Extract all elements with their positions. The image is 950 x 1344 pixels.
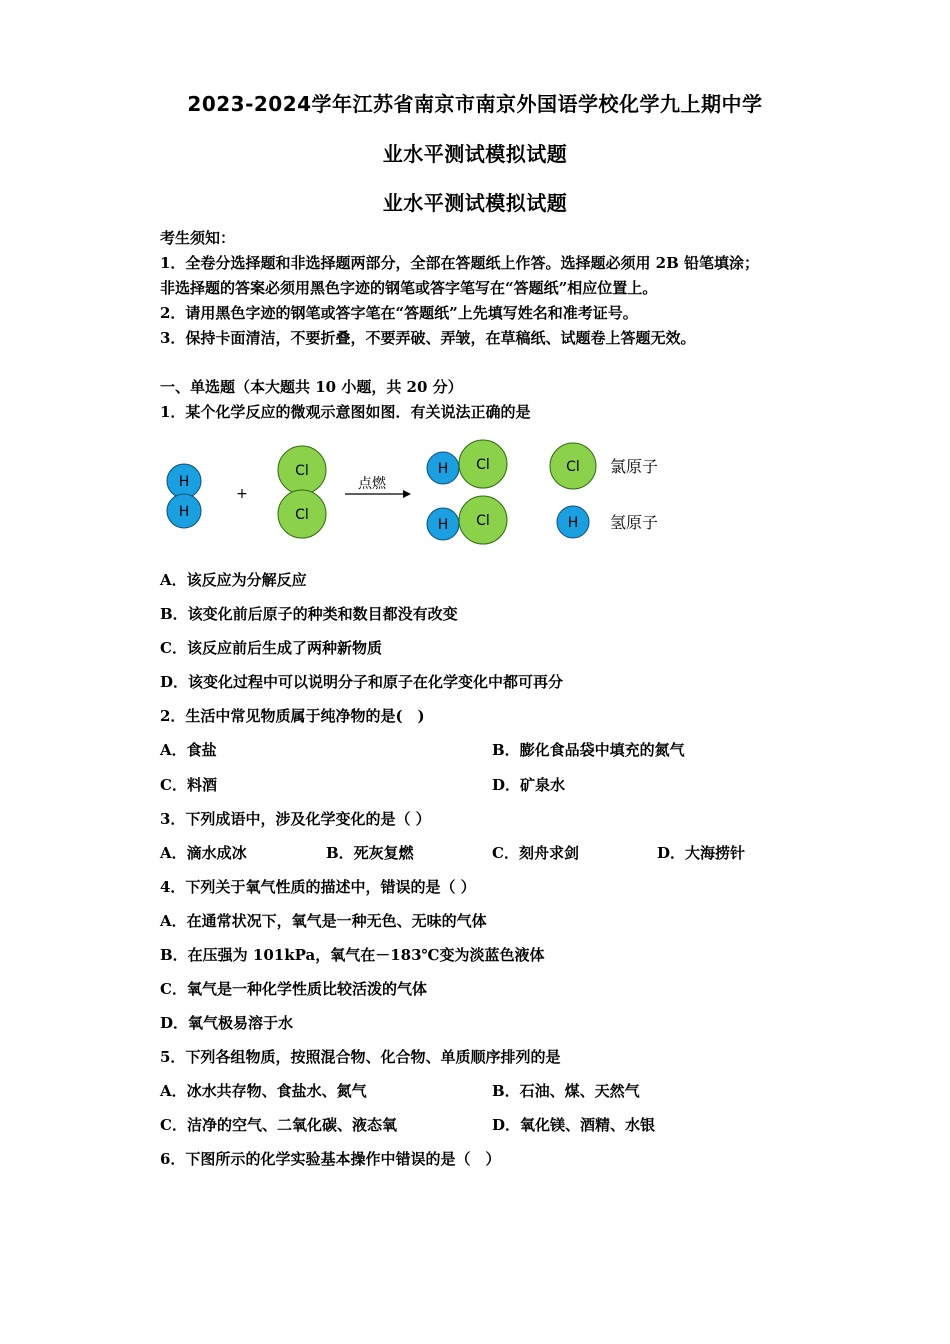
atom-label: Cl (295, 463, 309, 479)
q3-option-b: B．死灰复燃 (326, 844, 414, 862)
atom-label: H (437, 517, 449, 533)
q2-option-b: B．膨化食品袋中填充的氮气 (492, 741, 685, 759)
q3-option-c: C．刻舟求剑 (492, 844, 579, 862)
atom-label: Cl (566, 459, 580, 475)
reaction-diagram (160, 438, 680, 548)
q4-option-b: B．在压强为 101kPa，氧气在－183℃变为淡蓝色液体 (160, 946, 545, 964)
page-title-line3: 业水平测试模拟试题 (382, 191, 568, 215)
q6-stem: 6．下图所示的化学实验基本操作中错误的是（ ） (160, 1150, 501, 1168)
h2-molecule (167, 464, 201, 528)
legend-chlorine (550, 443, 658, 489)
q5-option-d: D．氧化镁、酒精、水银 (492, 1116, 656, 1134)
q5-option-c: C．洁净的空气、二氧化碳、液态氧 (160, 1116, 397, 1134)
q5-stem: 5．下列各组物质，按照混合物、化合物、单质顺序排列的是 (160, 1048, 561, 1066)
q1-option-c: C．该反应前后生成了两种新物质 (160, 639, 382, 657)
notice-item-1b: 非选择题的答案必须用黑色字迹的钢笔或答字笔写在“答题纸”相应位置上。 (160, 279, 658, 297)
q3-option-a: A．滴水成冰 (160, 844, 247, 862)
atom-label: H (178, 474, 190, 490)
reaction-condition: 点燃 (358, 476, 386, 492)
atom-label: H (437, 461, 449, 477)
q4-option-c: C．氧气是一种化学性质比较活泼的气体 (160, 980, 427, 998)
notice-item-2: 2．请用黑色字迹的钢笔或答字笔在“答题纸”上先填写姓名和准考证号。 (160, 304, 638, 322)
q2-stem: 2．生活中常见物质属于纯净物的是( ) (160, 707, 425, 725)
legend-hydrogen (557, 506, 658, 538)
plus-sign: + (236, 486, 248, 502)
q5-option-b: B．石油、煤、天然气 (492, 1082, 640, 1100)
q4-option-d: D．氧气极易溶于水 (160, 1014, 294, 1032)
q1-stem: 1．某个化学反应的微观示意图如图．有关说法正确的是 (160, 403, 531, 421)
hcl-molecule (427, 440, 507, 488)
q2-option-d: D．矿泉水 (492, 776, 566, 794)
q2-option-c: C．料酒 (160, 776, 217, 794)
page-title-line1: 2023-2024学年江苏省南京市南京外国语学校化学九上期中学 (187, 92, 763, 116)
notice-heading: 考生须知： (160, 229, 236, 247)
q1-option-b: B．该变化前后原子的种类和数目都没有改变 (160, 605, 458, 623)
atom-label: Cl (476, 457, 490, 473)
q3-stem: 3．下列成语中，涉及化学变化的是（ ） (160, 810, 431, 828)
q3-option-d: D．大海捞针 (657, 844, 746, 862)
q5-option-a: A．冰水共存物、食盐水、氮气 (160, 1082, 367, 1100)
atom-label: H (178, 504, 190, 520)
section-heading: 一、单选题（本大题共 10 小题，共 20 分） (160, 378, 463, 396)
atom-label: Cl (476, 513, 490, 529)
q4-option-a: A．在通常状况下，氧气是一种无色、无味的气体 (160, 912, 487, 930)
notice-item-3: 3．保持卡面清洁，不要折叠，不要弄破、弄皱，在草稿纸、试题卷上答题无效。 (160, 329, 696, 347)
hcl-molecule (427, 496, 507, 544)
cl2-molecule (278, 446, 326, 538)
q4-stem: 4．下列关于氧气性质的描述中，错误的是（ ） (160, 878, 476, 896)
legend-label-hydrogen: 氢原子 (610, 513, 659, 532)
q1-option-d: D．该变化过程中可以说明分子和原子在化学变化中都可再分 (160, 673, 564, 691)
q2-option-a: A．食盐 (160, 741, 217, 759)
arrow-head (403, 490, 411, 498)
page-title-line2: 业水平测试模拟试题 (382, 142, 568, 166)
q1-option-a: A．该反应为分解反应 (160, 571, 307, 589)
notice-item-1a: 1．全卷分选择题和非选择题两部分，全部在答题纸上作答。选择题必须用 2B 铅笔填涂； (160, 254, 760, 272)
legend-label-chlorine: 氯原子 (610, 457, 659, 476)
atom-label: Cl (295, 507, 309, 523)
atom-label: H (567, 515, 579, 531)
